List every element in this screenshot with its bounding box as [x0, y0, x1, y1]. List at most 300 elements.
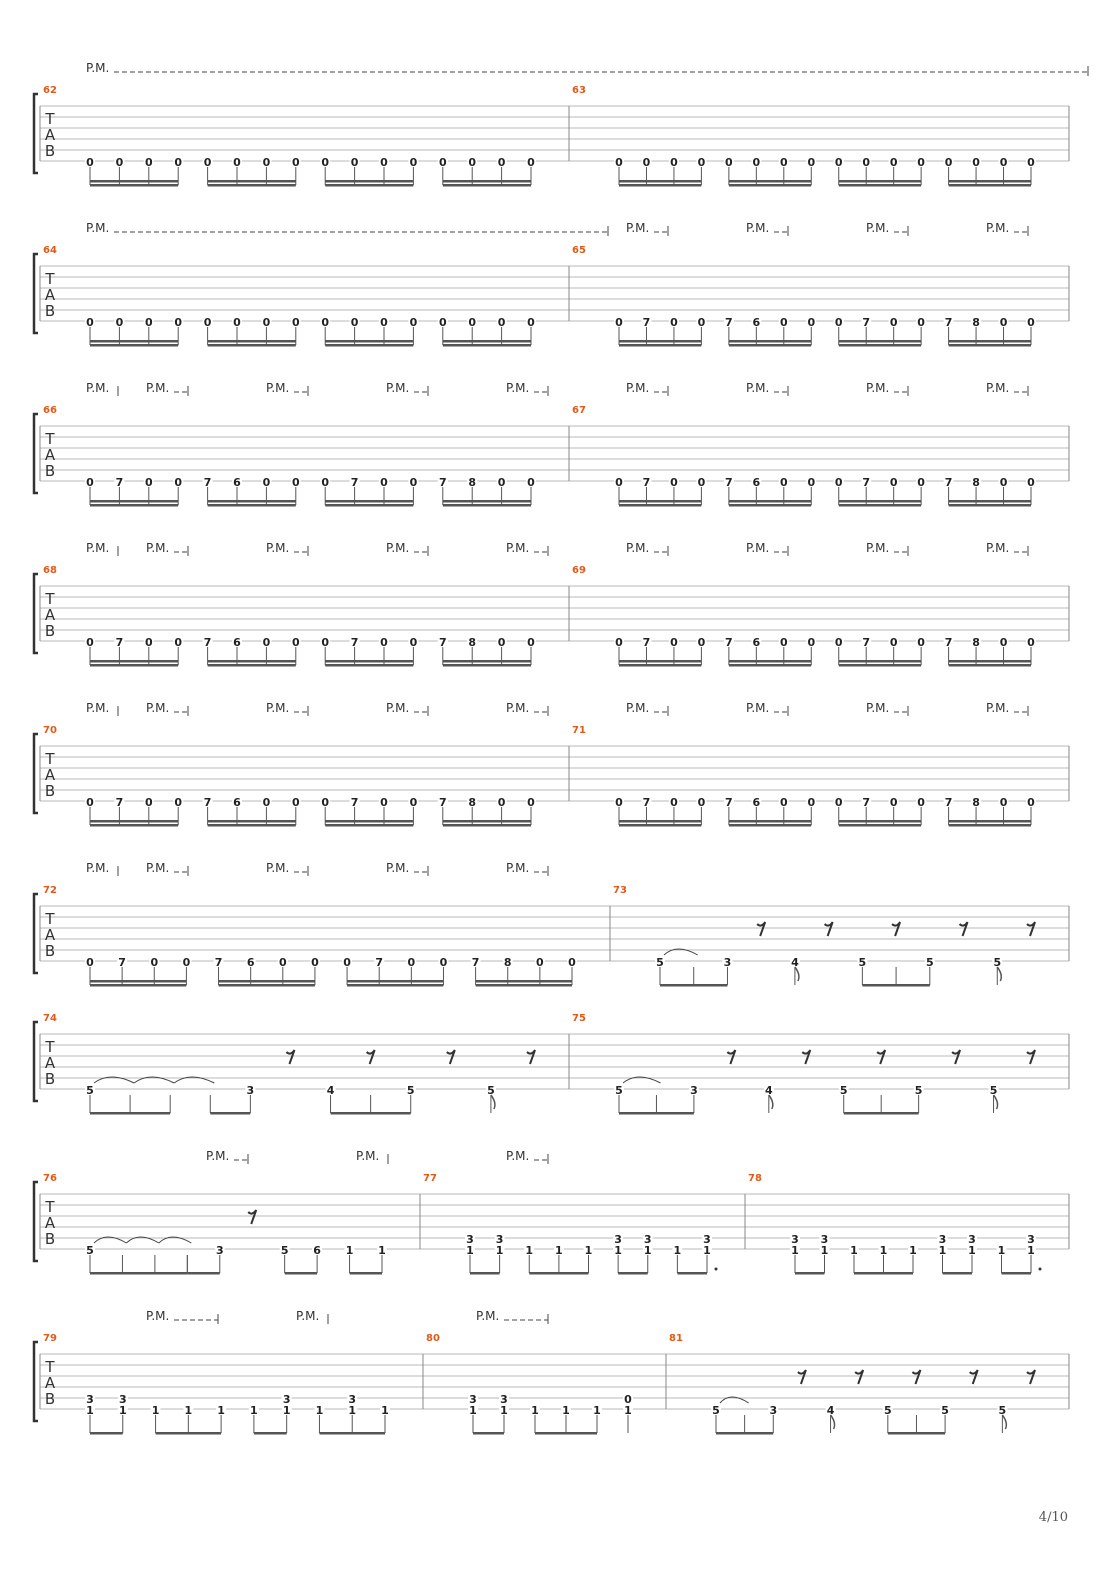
fret-number: 1 [791, 1244, 799, 1257]
page-number: 4/10 [1038, 1510, 1068, 1525]
beam [729, 184, 811, 187]
beam [839, 660, 921, 663]
palm-mute-label: P.M. [296, 1309, 320, 1323]
fret-number: 6 [752, 636, 761, 649]
beam [325, 660, 413, 663]
eighth-rest [802, 1050, 810, 1064]
fret-number: 1 [643, 1244, 652, 1257]
beam [90, 660, 178, 663]
fret-number: 0 [624, 1393, 632, 1406]
fret-number: 0 [697, 476, 706, 489]
beam [208, 664, 296, 667]
fret-number: 6 [233, 636, 241, 649]
fret-number: 0 [321, 316, 330, 329]
palm-mute-label: P.M. [626, 541, 650, 555]
beam [208, 344, 296, 347]
eighth-rest [952, 1050, 960, 1064]
fret-number: 3 [614, 1233, 622, 1246]
fret-number: 0 [779, 156, 788, 169]
fret-number: 0 [889, 316, 898, 329]
beam [949, 344, 1031, 347]
system-bracket [34, 414, 38, 493]
palm-mute-label: P.M. [866, 541, 890, 555]
fret-number: 0 [642, 156, 651, 169]
palm-mute-label: P.M. [86, 701, 110, 715]
fret-number: 7 [203, 636, 212, 649]
system-bracket [34, 734, 38, 813]
fret-number: 3 [495, 1233, 504, 1246]
fret-number: 6 [313, 1244, 321, 1257]
tab-clef-letter: B [44, 302, 56, 320]
fret-number: 0 [807, 316, 816, 329]
fret-number: 5 [883, 1404, 892, 1417]
beam [949, 500, 1031, 503]
fret-number: 0 [807, 636, 816, 649]
eighth-rest [286, 1050, 294, 1064]
tab-clef-letter: A [44, 1374, 56, 1392]
palm-mute-label: P.M. [506, 541, 530, 555]
eighth-rest [447, 1050, 455, 1064]
fret-number: 8 [468, 636, 477, 649]
beam [443, 504, 531, 507]
beam [729, 180, 811, 183]
fret-number: 0 [917, 796, 925, 809]
fret-number: 0 [380, 796, 388, 809]
fret-number: 0 [917, 636, 925, 649]
fret-number: 1 [909, 1244, 917, 1257]
beam [619, 344, 701, 347]
beam [943, 1272, 973, 1275]
fret-number: 0 [409, 156, 418, 169]
note-flag [491, 1095, 495, 1109]
fret-number: 0 [999, 316, 1008, 329]
fret-number: 1 [584, 1244, 593, 1257]
palm-mute-label: P.M. [86, 61, 110, 75]
fret-number: 3 [500, 1393, 508, 1406]
fret-number: 3 [820, 1233, 829, 1246]
tab-clef-letter: A [44, 446, 56, 464]
fret-number: 0 [889, 156, 898, 169]
beam [729, 340, 811, 343]
fret-number: 5 [993, 956, 1002, 969]
eighth-rest [727, 1050, 735, 1064]
measure-number: 75 [572, 1013, 586, 1024]
beam [325, 344, 413, 347]
measure-number: 81 [669, 1333, 683, 1344]
fret-number: 3 [723, 956, 732, 969]
beam [443, 184, 531, 187]
note-flag [795, 967, 799, 981]
fret-number: 3 [282, 1393, 291, 1406]
tab-clef-letter: A [44, 286, 56, 304]
beam [443, 820, 531, 823]
fret-number: 0 [527, 476, 535, 489]
fret-number: 1 [345, 1244, 354, 1257]
fret-number: 5 [941, 1404, 949, 1417]
fret-number: 7 [115, 796, 124, 809]
fret-number: 1 [879, 1244, 888, 1257]
fret-number: 0 [144, 796, 153, 809]
note-flag [769, 1095, 773, 1109]
fret-number: 7 [438, 796, 447, 809]
fret-number: 0 [144, 156, 153, 169]
fret-number: 0 [291, 796, 300, 809]
beam [476, 984, 572, 987]
fret-number: 0 [1027, 316, 1035, 329]
measure-number: 62 [43, 85, 57, 96]
tab-clef-letter: T [45, 270, 55, 288]
palm-mute-label: P.M. [266, 381, 290, 395]
fret-number: 1 [469, 1404, 477, 1417]
measure-number: 79 [43, 1333, 57, 1344]
beam [729, 504, 811, 507]
fret-number: 0 [999, 476, 1008, 489]
fret-number: 0 [527, 156, 535, 169]
fret-number: 3 [246, 1084, 255, 1097]
fret-number: 0 [262, 796, 271, 809]
fret-number: 3 [703, 1233, 711, 1246]
beam [839, 504, 921, 507]
fret-number: 0 [203, 156, 212, 169]
fret-number: 1 [624, 1404, 632, 1417]
palm-mute-label: P.M. [266, 861, 290, 875]
beam [90, 340, 178, 343]
beam [347, 980, 443, 983]
tab-clef-letter: A [44, 766, 56, 784]
beam [729, 660, 811, 663]
beam [350, 1272, 382, 1275]
measure-number: 80 [426, 1333, 440, 1344]
eighth-rest [757, 922, 765, 936]
fret-number: 8 [972, 316, 980, 329]
fret-number: 7 [471, 956, 480, 969]
beam [325, 180, 413, 183]
fret-number: 0 [670, 796, 678, 809]
fret-number: 4 [826, 1404, 835, 1417]
fret-number: 0 [527, 796, 535, 809]
beam [729, 500, 811, 503]
fret-number: 3 [968, 1233, 976, 1246]
fret-number: 0 [174, 636, 183, 649]
fret-number: 7 [642, 316, 651, 329]
beam [285, 1272, 317, 1275]
fret-number: 1 [850, 1244, 858, 1257]
fret-number: 0 [999, 156, 1008, 169]
beam [219, 980, 315, 983]
fret-number: 7 [438, 476, 447, 489]
fret-number: 1 [1027, 1244, 1035, 1257]
measure-number: 70 [43, 725, 57, 736]
beam [949, 664, 1031, 667]
beam [443, 500, 531, 503]
measure-number: 72 [43, 885, 57, 896]
beam [854, 1272, 913, 1275]
system-bracket [34, 94, 38, 173]
beam [729, 824, 811, 827]
beam [1002, 1272, 1032, 1275]
fret-number: 0 [917, 316, 925, 329]
fret-number: 3 [348, 1393, 357, 1406]
fret-number: 5 [86, 1084, 94, 1097]
beam [529, 1272, 588, 1275]
beam [90, 344, 178, 347]
fret-number: 1 [381, 1404, 389, 1417]
eighth-rest [248, 1210, 256, 1224]
fret-number: 0 [291, 476, 300, 489]
fret-number: 3 [215, 1244, 224, 1257]
tab-clef-letter: T [45, 1358, 55, 1376]
tab-clef-letter: A [44, 126, 56, 144]
fret-number: 7 [203, 796, 212, 809]
beam [208, 824, 296, 827]
beam [473, 1432, 504, 1435]
fret-number: 8 [972, 636, 980, 649]
beam [325, 824, 413, 827]
fret-number: 5 [656, 956, 664, 969]
palm-mute-label: P.M. [146, 541, 170, 555]
beam [795, 1272, 825, 1275]
fret-number: 7 [862, 636, 871, 649]
beam [319, 1432, 385, 1435]
fret-number: 0 [779, 636, 788, 649]
palm-mute-label: P.M. [86, 381, 110, 395]
palm-mute-label: P.M. [746, 381, 770, 395]
fret-number: 0 [407, 956, 416, 969]
beam [208, 500, 296, 503]
fret-number: 0 [468, 156, 477, 169]
fret-number: 7 [725, 796, 733, 809]
fret-number: 7 [725, 476, 733, 489]
fret-number: 0 [321, 476, 330, 489]
tab-clef-letter: T [45, 1038, 55, 1056]
note-flag [994, 1095, 998, 1109]
fret-number: 7 [944, 796, 953, 809]
fret-number: 0 [409, 316, 418, 329]
fret-number: 0 [862, 156, 871, 169]
palm-mute-label: P.M. [506, 861, 530, 875]
palm-mute-label: P.M. [986, 221, 1010, 235]
measure-number: 65 [572, 245, 586, 256]
fret-number: 1 [997, 1244, 1006, 1257]
fret-number: 0 [889, 636, 898, 649]
fret-number: 8 [972, 796, 980, 809]
tab-clef-letter: T [45, 430, 55, 448]
tab-clef-letter: A [44, 606, 56, 624]
fret-number: 0 [1027, 636, 1035, 649]
fret-number: 0 [807, 476, 816, 489]
beam [839, 664, 921, 667]
eighth-rest [970, 1370, 978, 1384]
tab-clef-letter: T [45, 910, 55, 928]
tab-clef-letter: B [44, 1390, 56, 1408]
beam [208, 820, 296, 823]
fret-number: 0 [497, 156, 506, 169]
fret-number: 1 [614, 1244, 622, 1257]
palm-mute-label: P.M. [986, 701, 1010, 715]
fret-number: 0 [697, 636, 706, 649]
beam [443, 660, 531, 663]
fret-number: 4 [764, 1084, 773, 1097]
fret-number: 0 [439, 956, 448, 969]
fret-number: 0 [350, 316, 359, 329]
beam [90, 500, 178, 503]
beam [208, 504, 296, 507]
fret-number: 8 [972, 476, 980, 489]
fret-number: 0 [174, 316, 183, 329]
fret-number: 3 [1027, 1233, 1035, 1246]
eighth-rest [527, 1050, 535, 1064]
fret-number: 0 [568, 956, 576, 969]
fret-number: 0 [807, 796, 816, 809]
fret-number: 7 [115, 636, 124, 649]
palm-mute-label: P.M. [866, 381, 890, 395]
eighth-rest [798, 1370, 806, 1384]
fret-number: 0 [86, 956, 94, 969]
measure-number: 66 [43, 405, 57, 416]
fret-number: 8 [468, 476, 477, 489]
beam [729, 820, 811, 823]
eighth-rest [367, 1050, 375, 1064]
fret-number: 0 [438, 156, 447, 169]
measure-number: 63 [572, 85, 586, 96]
palm-mute-label: P.M. [626, 221, 650, 235]
fret-number: 0 [725, 156, 733, 169]
fret-number: 0 [1027, 156, 1035, 169]
palm-mute-label: P.M. [146, 1309, 170, 1323]
palm-mute-label: P.M. [476, 1309, 500, 1323]
beam [839, 500, 921, 503]
fret-number: 0 [497, 636, 506, 649]
beam [619, 824, 701, 827]
fret-number: 0 [536, 956, 544, 969]
fret-number: 8 [468, 796, 477, 809]
beam [535, 1432, 597, 1435]
fret-number: 7 [642, 636, 651, 649]
beam [443, 664, 531, 667]
palm-mute-label: P.M. [146, 381, 170, 395]
fret-number: 1 [938, 1244, 947, 1257]
beam [90, 664, 178, 667]
fret-number: 5 [280, 1244, 289, 1257]
fret-number: 1 [282, 1404, 291, 1417]
tab-clef-letter: T [45, 750, 55, 768]
fret-number: 0 [174, 796, 183, 809]
beam [219, 984, 315, 987]
fret-number: 0 [150, 956, 159, 969]
fret-number: 0 [203, 316, 212, 329]
fret-number: 0 [115, 316, 124, 329]
fret-number: 0 [497, 316, 506, 329]
fret-number: 0 [409, 476, 418, 489]
fret-number: 0 [615, 476, 623, 489]
fret-number: 1 [500, 1404, 508, 1417]
fret-number: 0 [1027, 796, 1035, 809]
fret-number: 6 [233, 476, 241, 489]
fret-number: 0 [311, 956, 319, 969]
palm-mute-label: P.M. [506, 1149, 530, 1163]
beam [156, 1432, 222, 1435]
fret-number: 0 [262, 476, 271, 489]
fret-number: 1 [184, 1404, 193, 1417]
fret-number: 7 [203, 476, 212, 489]
palm-mute-label: P.M. [626, 381, 650, 395]
fret-number: 7 [944, 636, 953, 649]
fret-number: 0 [321, 796, 330, 809]
tab-clef-letter: B [44, 462, 56, 480]
fret-number: 7 [725, 636, 733, 649]
fret-number: 0 [380, 476, 388, 489]
palm-mute-label: P.M. [746, 701, 770, 715]
fret-number: 4 [791, 956, 799, 969]
beam [443, 180, 531, 183]
palm-mute-label: P.M. [386, 861, 410, 875]
palm-mute-label: P.M. [866, 701, 890, 715]
palm-mute-label: P.M. [266, 541, 290, 555]
beam [443, 344, 531, 347]
fret-number: 0 [278, 956, 287, 969]
beam [677, 1272, 707, 1275]
fret-number: 7 [350, 796, 359, 809]
fret-number: 0 [697, 156, 706, 169]
beam [90, 820, 178, 823]
fret-number: 1 [118, 1404, 127, 1417]
fret-number: 5 [998, 1404, 1007, 1417]
system-bracket [34, 1342, 38, 1421]
fret-number: 0 [527, 636, 535, 649]
beam [208, 184, 296, 187]
fret-number: 7 [642, 796, 651, 809]
fret-number: 0 [380, 156, 388, 169]
fret-number: 0 [468, 316, 477, 329]
eighth-rest [1027, 922, 1035, 936]
fret-number: 7 [862, 796, 871, 809]
fret-number: 3 [769, 1404, 778, 1417]
tab-clef-letter: B [44, 622, 56, 640]
fret-number: 0 [144, 316, 153, 329]
fret-number: 0 [615, 636, 623, 649]
palm-mute-label: P.M. [206, 1149, 230, 1163]
fret-number: 0 [86, 636, 94, 649]
fret-number: 8 [503, 956, 512, 969]
fret-number: 7 [438, 636, 447, 649]
measure-number: 69 [572, 565, 586, 576]
beam [347, 984, 443, 987]
fret-number: 0 [174, 156, 183, 169]
fret-number: 1 [555, 1244, 563, 1257]
tab-clef-letter: A [44, 1054, 56, 1072]
beam [949, 180, 1031, 183]
palm-mute-label: P.M. [146, 861, 170, 875]
fret-number: 0 [807, 156, 816, 169]
beam [443, 340, 531, 343]
measure-number: 67 [572, 405, 586, 416]
beam [949, 504, 1031, 507]
beam [949, 660, 1031, 663]
beam [839, 824, 921, 827]
fret-number: 0 [697, 796, 706, 809]
fret-number: 0 [779, 476, 788, 489]
fret-number: 0 [321, 636, 330, 649]
fret-number: 6 [752, 476, 761, 489]
beam [325, 340, 413, 343]
fret-number: 0 [615, 156, 623, 169]
fret-number: 0 [233, 156, 241, 169]
beam [729, 664, 811, 667]
fret-number: 0 [86, 476, 94, 489]
tab-clef-letter: T [45, 1198, 55, 1216]
fret-number: 0 [174, 476, 183, 489]
beam [619, 340, 701, 343]
